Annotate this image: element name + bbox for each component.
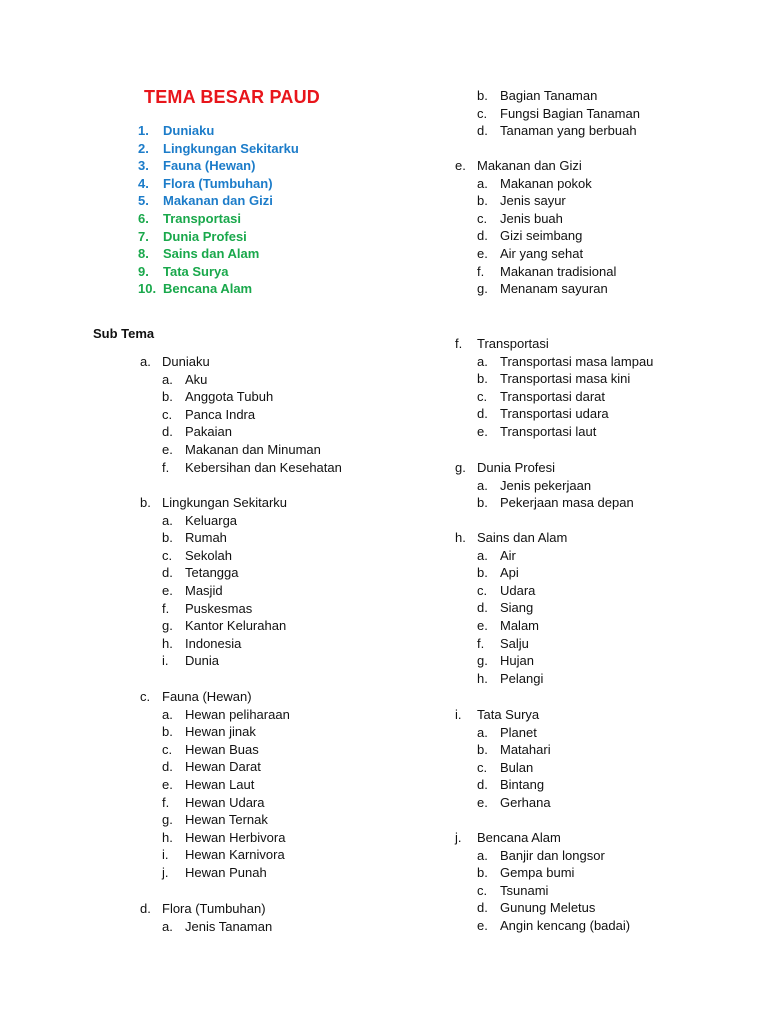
item-letter: e. — [477, 423, 488, 439]
item-text: Malam — [500, 617, 540, 633]
item-letter: b. — [162, 724, 173, 740]
item-label: Tata Surya — [163, 263, 229, 279]
item-text: Transportasi laut — [500, 423, 597, 439]
item-text: Kantor Kelurahan — [185, 618, 287, 634]
item-text: Hewan Laut — [185, 776, 255, 792]
item-letter: g. — [477, 281, 488, 297]
item-letter: d. — [477, 228, 488, 244]
item-label: Lingkungan Sekitarku — [163, 140, 299, 156]
item-letter: e. — [477, 917, 488, 933]
item-text: Hewan Herbivora — [185, 829, 286, 845]
item-letter: i. — [162, 653, 169, 669]
item-text: Transportasi masa lampau — [500, 353, 654, 369]
item-text: Jenis pekerjaan — [500, 477, 592, 493]
item-number: 3. — [138, 158, 149, 174]
item-letter: e. — [162, 776, 173, 792]
item-label: Sains dan Alam — [163, 246, 260, 262]
item-text: Dunia — [185, 653, 219, 669]
item-text: Bulan — [500, 759, 534, 775]
item-letter: e. — [162, 441, 173, 457]
item-text: Hewan Punah — [185, 864, 267, 880]
item-text: Angin kencang (badai) — [500, 917, 631, 933]
item-text: Hewan Buas — [185, 741, 259, 757]
item-letter: a. — [477, 724, 488, 740]
item-text: Hewan Ternak — [185, 812, 268, 828]
item-text: Aku — [185, 371, 208, 387]
item-number: 10. — [138, 281, 157, 297]
item-label: Bencana Alam — [163, 281, 253, 297]
item-letter: a. — [477, 847, 488, 863]
item-number: 7. — [138, 228, 149, 244]
item-letter: d. — [162, 759, 173, 775]
item-letter: c. — [477, 210, 488, 226]
item-text: Siang — [500, 600, 534, 616]
item-letter: e. — [477, 794, 488, 810]
item-letter: a. — [477, 547, 488, 563]
item-text: Fungsi Bagian Tanaman — [500, 105, 640, 121]
item-text: Sekolah — [185, 547, 232, 563]
item-text: Keluarga — [185, 512, 238, 528]
topic-letter: e. — [455, 158, 466, 173]
item-letter: d. — [162, 565, 173, 581]
item-text: Jenis Tanaman — [185, 918, 273, 934]
item-letter: b. — [162, 389, 173, 405]
item-text: Transportasi udara — [500, 406, 609, 422]
item-text: Tetangga — [185, 565, 239, 581]
item-letter: h. — [162, 829, 173, 845]
item-number: 5. — [138, 193, 149, 209]
topic-label: Lingkungan Sekitarku — [162, 495, 288, 510]
item-letter: a. — [162, 512, 173, 528]
item-text: Rumah — [185, 530, 227, 546]
item-letter: e. — [162, 582, 173, 598]
item-text: Anggota Tubuh — [185, 389, 274, 405]
item-letter: e. — [477, 617, 488, 633]
item-label: Transportasi — [163, 210, 242, 226]
item-text: Makanan tradisional — [500, 263, 617, 279]
item-letter: b. — [477, 371, 488, 387]
item-letter: a. — [477, 175, 488, 191]
item-letter: e. — [477, 245, 488, 261]
item-text: Banjir dan longsor — [500, 847, 605, 863]
item-label: Makanan dan Gizi — [163, 193, 273, 209]
item-text: Pekerjaan masa depan — [500, 495, 634, 511]
item-letter: a. — [477, 353, 488, 369]
item-letter: c. — [162, 741, 173, 757]
item-number: 9. — [138, 263, 149, 279]
item-text: Hewan Udara — [185, 794, 265, 810]
item-text: Masjid — [185, 582, 223, 598]
topic-label: Tata Surya — [477, 707, 540, 722]
topic-letter: i. — [455, 707, 462, 722]
item-text: Planet — [500, 724, 537, 740]
item-label: Fauna (Hewan) — [163, 158, 256, 174]
topic-label: Flora (Tumbuhan) — [162, 901, 266, 916]
item-letter: j. — [162, 864, 169, 880]
item-text: Transportasi masa kini — [500, 371, 631, 387]
item-text: Tsunami — [500, 882, 549, 898]
item-text: Gizi seimbang — [500, 228, 583, 244]
item-text: Api — [500, 565, 519, 581]
item-text: Makanan pokok — [500, 175, 592, 191]
topic-letter: b. — [140, 495, 151, 510]
item-text: Bagian Tanaman — [500, 88, 598, 103]
item-text: Hewan Karnivora — [185, 847, 285, 863]
item-letter: g. — [477, 653, 488, 669]
item-number: 8. — [138, 246, 149, 262]
item-text: Jenis buah — [500, 210, 563, 226]
item-letter: d. — [477, 406, 488, 422]
topic-label: Duniaku — [162, 354, 210, 369]
item-letter: b. — [477, 865, 488, 881]
item-text: Tanaman yang berbuah — [500, 123, 637, 139]
item-text: Hujan — [500, 653, 534, 669]
item-letter: i. — [162, 847, 169, 863]
item-text: Transportasi darat — [500, 388, 606, 404]
topic-letter: d. — [140, 901, 151, 916]
item-letter: c. — [162, 406, 173, 422]
item-letter: b. — [162, 530, 173, 546]
item-label: Dunia Profesi — [163, 228, 247, 244]
item-text: Matahari — [500, 742, 551, 758]
topic-letter: h. — [455, 530, 466, 545]
item-letter: a. — [477, 477, 488, 493]
item-text: Indonesia — [185, 635, 242, 651]
item-letter: a. — [162, 918, 173, 934]
topic-letter: c. — [140, 689, 151, 704]
item-text: Pelangi — [500, 670, 544, 686]
item-letter: b. — [477, 193, 488, 209]
item-label: Flora (Tumbuhan) — [163, 175, 273, 191]
item-letter: d. — [477, 123, 488, 139]
item-letter: h. — [477, 670, 488, 686]
item-text: Hewan Darat — [185, 759, 261, 775]
item-text: Air yang sehat — [500, 245, 584, 261]
item-letter: c. — [162, 547, 173, 563]
item-letter: f. — [162, 459, 170, 475]
item-letter: f. — [162, 794, 170, 810]
item-text: Bintang — [500, 777, 545, 793]
item-text: Gempa bumi — [500, 865, 575, 881]
topic-label: Sains dan Alam — [477, 530, 568, 545]
item-letter: f. — [477, 263, 485, 279]
page-title: TEMA BESAR PAUD — [144, 87, 321, 107]
item-text: Panca Indra — [185, 406, 256, 422]
item-letter: a. — [162, 706, 173, 722]
item-number: 1. — [138, 123, 149, 138]
item-letter: b. — [477, 565, 488, 581]
item-number: 2. — [138, 140, 149, 156]
item-letter: d. — [477, 900, 488, 916]
item-letter: c. — [477, 582, 488, 598]
item-text: Salju — [500, 635, 529, 651]
item-text: Kebersihan dan Kesehatan — [185, 459, 342, 475]
item-letter: f. — [162, 600, 170, 616]
item-letter: d. — [477, 777, 488, 793]
item-text: Gunung Meletus — [500, 900, 596, 916]
item-letter: c. — [477, 388, 488, 404]
item-letter: a. — [162, 371, 173, 387]
item-letter: h. — [162, 635, 173, 651]
item-text: Hewan jinak — [185, 724, 256, 740]
item-letter: b. — [477, 742, 488, 758]
item-label: Duniaku — [163, 123, 215, 138]
topic-label: Dunia Profesi — [477, 460, 556, 475]
topic-letter: a. — [140, 354, 151, 369]
item-text: Jenis sayur — [500, 193, 566, 209]
topic-label: Makanan dan Gizi — [477, 158, 582, 173]
item-letter: f. — [477, 635, 485, 651]
item-text: Makanan dan Minuman — [185, 441, 321, 457]
item-letter: d. — [477, 600, 488, 616]
topic-letter: g. — [455, 460, 466, 475]
item-letter: g. — [162, 812, 173, 828]
item-text: Menanam sayuran — [500, 281, 608, 297]
item-number: 4. — [138, 175, 149, 191]
item-text: Udara — [500, 582, 536, 598]
item-letter: c. — [477, 105, 488, 121]
item-text: Air — [500, 547, 516, 563]
item-text: Hewan peliharaan — [185, 706, 290, 722]
topic-label: Transportasi — [477, 336, 549, 351]
item-text: Gerhana — [500, 794, 551, 810]
item-number: 6. — [138, 210, 149, 226]
sub-tema-heading: Sub Tema — [93, 326, 155, 341]
item-letter: d. — [162, 424, 173, 440]
item-letter: g. — [162, 618, 173, 634]
item-letter: b. — [477, 495, 488, 511]
topic-letter: f. — [455, 336, 463, 351]
topic-letter: j. — [455, 830, 462, 845]
topic-label: Bencana Alam — [477, 830, 561, 845]
item-letter: c. — [477, 882, 488, 898]
item-letter: c. — [477, 759, 488, 775]
item-text: Pakaian — [185, 424, 232, 440]
topic-label: Fauna (Hewan) — [162, 689, 252, 704]
item-text: Puskesmas — [185, 600, 253, 616]
item-letter: b. — [477, 88, 488, 103]
